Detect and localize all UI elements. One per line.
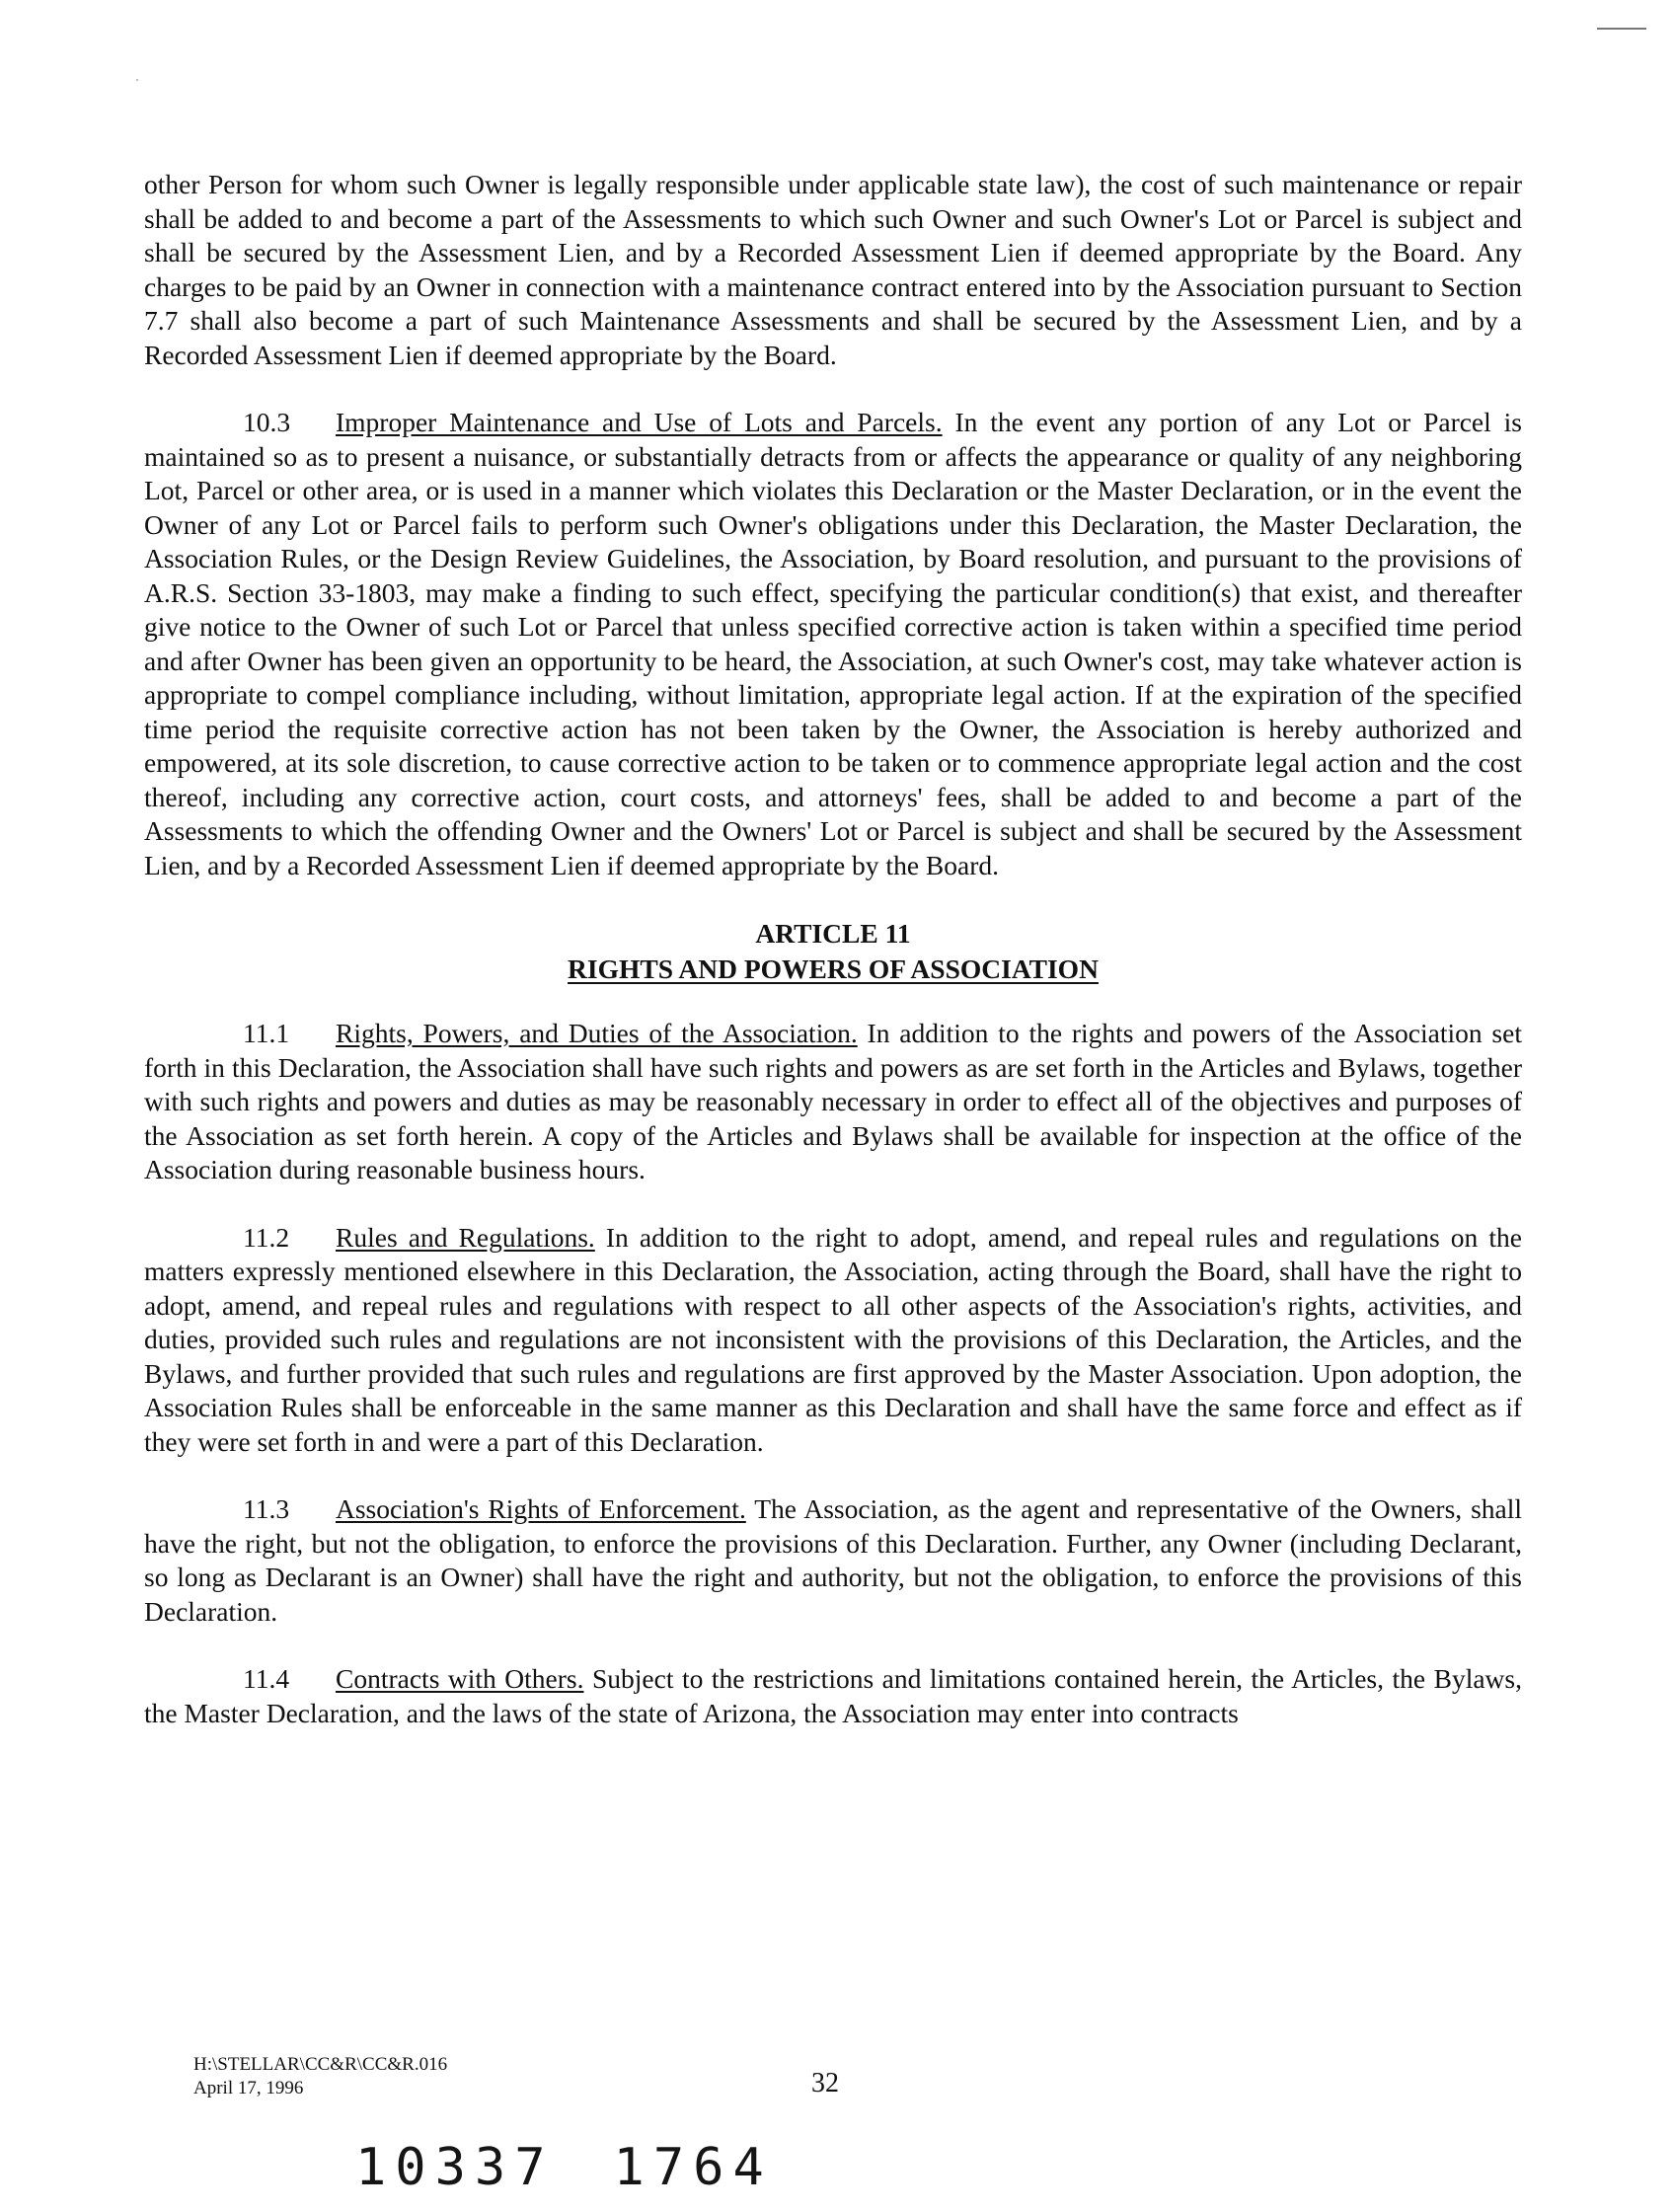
article-heading: RIGHTS AND POWERS OF ASSOCIATION (568, 953, 1099, 984)
section-title: Association's Rights of Enforcement. (336, 1493, 746, 1524)
continuation-paragraph: other Person for whom such Owner is legally responsible under applicable state law), the cost of such maintenance or repair shall be added to and become a part of the Assessments to which such Owner and such Owner's Lot or Parcel is subject and shall be secured by the Assessment Lien, and by a Recorded Assessment Lien if deemed appropriate by the Board. Any charges to be paid by an Owner in connection with a maintenance contract entered into by the Association pursuant to Section 7.7 shall also become a part of such Maintenance Assessments and shall be secured by the Assessment Lien, and by a Recorded Assessment Lien if deemed appropriate by the Board. (144, 169, 1522, 370)
section-number: 11.3 (243, 1493, 290, 1524)
footer-reference (193, 2053, 447, 2100)
section-text: The Association, as the agent and representative of the Owners, shall have the right, but not the obligation, to enforce the provisions of this Declaration. Further, any Owner (including Declarant, so long as Declarant is an Owner) shall have the right and authority, but not the obligation, to enforce the provisions of this Declaration. (144, 1493, 1523, 1627)
stamp-page-number: 1764 (613, 2138, 773, 2197)
scan-speck (136, 79, 138, 81)
section-number: 11.2 (243, 1221, 290, 1253)
document-body (144, 168, 1522, 1764)
stamp-book-number: 10337 (355, 2138, 555, 2197)
section-text: In addition to the right to adopt, amend, and repeal rules and regulations on the matters expressly mentioned elsewhere in this Declaration, the Association, acting through the Board, shall have the right to adopt, amend, and repeal rules and regulations with respect to all other aspects of the Association's rights, activities, and duties, provided such rules and regulations are not inconsistent with the provisions of this Declaration, the Articles, and the Bylaws, and further provided that such rules and regulations are first approved by the Master Association. Upon adoption, the Association Rules shall be enforceable in the same manner as this Declaration and shall have the same force and effect as if they were set forth in and were a part of this Declaration. (144, 1221, 1522, 1457)
article-label: ARTICLE 11 (755, 918, 911, 949)
footer-file-path: H:\STELLAR\CC&R\CC&R.016 (193, 2054, 448, 2075)
section-11-4 (144, 1662, 1522, 1730)
footer-date: April 17, 1996 (193, 2078, 304, 2098)
section-11-2 (144, 1221, 1522, 1460)
page-number: 32 (811, 2068, 839, 2098)
section-title: Contracts with Others. (336, 1663, 584, 1694)
section-number: 11.1 (243, 1018, 290, 1048)
section-title: Rights, Powers, and Duties of the Association. (336, 1018, 858, 1048)
recording-stamp (355, 2138, 773, 2197)
section-11-3 (144, 1492, 1522, 1629)
section-10-3 (144, 406, 1522, 882)
section-text: Subject to the restrictions and limitations contained herein, the Articles, the Bylaws, the Master Declaration, and the laws of the state of Arizona, the Association may enter into contracts (144, 1663, 1522, 1728)
section-text: In the event any portion of any Lot or Parcel is maintained so as to present a nuisance, or substantially detracts from or affects the appearance or quality of any neighboring Lot, Parcel or other area, or is used in a manner which violates this Declaration or the Master Declaration, or in the event the Owner of any Lot or Parcel fails to perform such Owner's obligations under this Declaration, the Master Declaration, the Association Rules, or the Design Review Guidelines, the Association, by Board resolution, and pursuant to the provisions of A.R.S. Section 33-1803, may make a finding to such effect, specifying the particular condition(s) that exist, and thereafter give notice to the Owner of such Lot or Parcel that unless specified corrective action is taken within a specified time period and after Owner has been given an opportunity to be heard, the Association, at such Owner's cost, may take whatever action is appropriate to compel compliance including, without limitation, appropriate legal action. If at the expiration of the specified time period the requisite corrective action has not been taken by the Owner, the Association is hereby authorized and empowered, at its sole discretion, to cause corrective action to be taken or to commence appropriate legal action and the cost thereof, including any corrective action, court costs, and attorneys' fees, shall be added to and become a part of the Assessments to which the offending Owner and the Owners' Lot or Parcel is subject and shall be secured by the Assessment Lien, and by a Recorded Assessment Lien if deemed appropriate by the Board. (144, 407, 1522, 880)
section-11-1 (144, 1017, 1522, 1187)
section-number: 11.4 (243, 1663, 290, 1694)
article-heading-block (144, 916, 1522, 987)
section-number: 10.3 (243, 407, 291, 437)
section-title: Rules and Regulations. (336, 1221, 595, 1253)
section-title: Improper Maintenance and Use of Lots and Parcels. (336, 407, 943, 437)
section-text: In addition to the rights and powers of the Association set forth in this Declaration, the Association shall have such rights and powers as are set forth in the Articles and Bylaws, together with such rights and powers and duties as may be reasonably necessary in order to effect all of the objectives and purposes of the Association as set forth herein. A copy of the Articles and Bylaws shall be available for inspection at the office of the Association during reasonable business hours. (144, 1018, 1522, 1184)
corner-scan-mark (1597, 28, 1646, 30)
